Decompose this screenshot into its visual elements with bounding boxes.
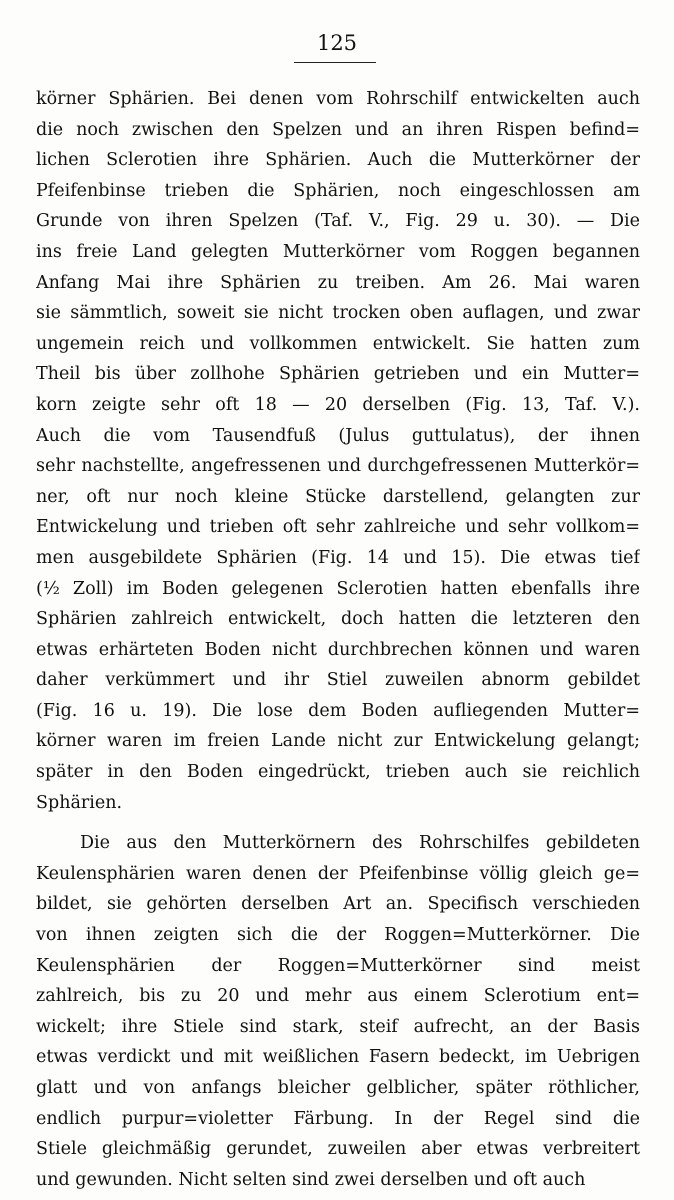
text-line: (½ Zoll) im Boden gelegenen Sclerotien hatten ebenfalls ihre: [36, 578, 640, 599]
text-line: bildet, sie gehörten derselben Art an. Specifisch verschieden: [36, 894, 640, 915]
text-line: später in den Boden eingedrückt, trieben auch sie reichlich: [36, 762, 640, 783]
text-line: daher verkümmert und ihr Stiel zuweilen abnorm gebildet: [36, 670, 640, 691]
text-line: und gewunden. Nicht selten sind zwei derselben und oft auch: [36, 1169, 586, 1190]
text-line: etwas verdickt und mit weißlichen Fasern bedeckt, im Uebrigen: [36, 1047, 640, 1068]
text-line: ins freie Land gelegten Mutterkörner vom Roggen begannen: [36, 241, 640, 262]
text-line: glatt und von anfangs bleicher gelblicher, später röthlicher,: [36, 1078, 640, 1098]
text-line: Die aus den Mutterkörnern des Rohrschilfes gebildeten: [80, 833, 640, 854]
text-line: die noch zwischen den Spelzen und an ihren Rispen befind=: [36, 119, 640, 140]
text-line: etwas erhärteten Boden nicht durchbrechen können und waren: [36, 639, 640, 660]
text-line: sehr nachstellte, angefressenen und durchgefressenen Mutterkör=: [36, 456, 640, 477]
text-line: Pfeifenbinse trieben die Sphärien, noch eingeschlossen am: [36, 180, 640, 201]
text-line: korn zeigte sehr oft 18 — 20 derselben (Fig. 13, Taf. V.).: [36, 394, 640, 415]
text-line: körner waren im freien Lande nicht zur Entwickelung gelangt;: [36, 731, 640, 752]
text-line: Grunde von ihren Spelzen (Taf. V., Fig. 29 u. 30). — Die: [36, 211, 640, 232]
paragraph: [36, 84, 640, 818]
text-line: zahlreich, bis zu 20 und mehr aus einem Sclerotium ent=: [36, 986, 640, 1007]
page-number: 125: [316, 31, 358, 55]
text-line: (Fig. 16 u. 19). Die lose dem Boden aufliegenden Mutter=: [36, 700, 640, 721]
text-line: Entwickelung und trieben oft sehr zahlreiche und sehr vollkom=: [36, 517, 640, 538]
text-line: lichen Sclerotien ihre Sphärien. Auch die Mutterkörner der: [36, 150, 640, 171]
text-line: Keulensphärien waren denen der Pfeifenbinse völlig gleich ge=: [36, 863, 640, 884]
text-line: von ihnen zeigten sich die der Roggen=Mutterkörner. Die: [36, 925, 640, 946]
text-line: Anfang Mai ihre Sphärien zu treiben. Am 26. Mai waren: [36, 272, 640, 293]
text-line: Stiele gleichmäßig gerundet, zuweilen aber etwas verbreitert: [36, 1139, 640, 1160]
page-number-rule: [294, 62, 376, 63]
paragraph: [36, 828, 640, 1195]
body-text: [36, 84, 640, 1195]
text-line: sie sämmtlich, soweit sie nicht trocken oben auflagen, und zwar: [36, 303, 640, 324]
text-line: Theil bis über zollhohe Sphärien getrieben und ein Mutter=: [36, 364, 640, 385]
text-line: körner Sphärien. Bei denen vom Rohrschilf entwickelten auch: [36, 89, 640, 109]
text-line: endlich purpur=violetter Färbung. In der Regel sind die: [36, 1108, 640, 1129]
text-line: ner, oft nur noch kleine Stücke darstellend, gelangten zur: [36, 486, 640, 507]
text-line: ungemein reich und vollkommen entwickelt. Sie hatten zum: [36, 333, 640, 354]
text-line: men ausgebildete Sphärien (Fig. 14 und 15). Die etwas tief: [36, 547, 640, 568]
text-line: wickelt; ihre Stiele sind stark, steif aufrecht, an der Basis: [36, 1016, 640, 1037]
text-line: Sphärien zahlreich entwickelt, doch hatten die letzteren den: [36, 609, 640, 630]
text-line: Auch die vom Tausendfuß (Julus guttulatus), der ihnen: [36, 425, 640, 446]
text-line: Keulensphärien der Roggen=Mutterkörner sind meist: [36, 955, 640, 976]
text-line: Sphärien.: [36, 792, 123, 813]
